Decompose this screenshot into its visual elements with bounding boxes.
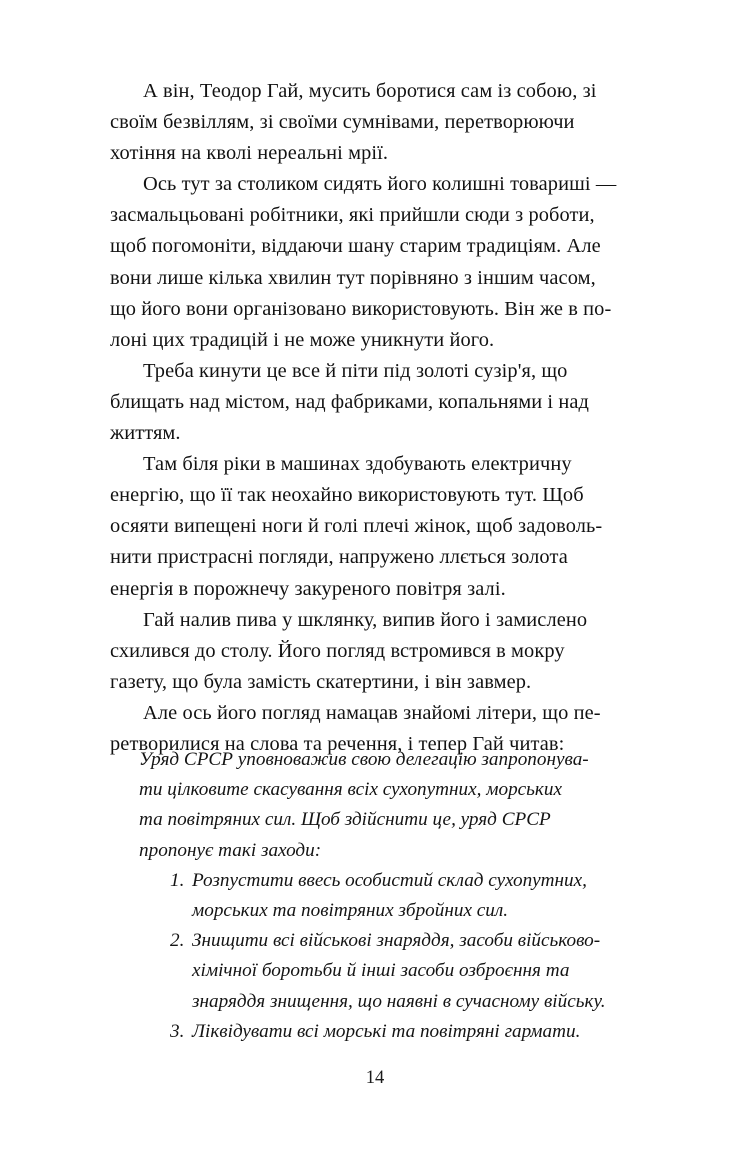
list-item-number: 2. xyxy=(170,930,185,952)
text-line: Але ось його погляд намацав знайомі літери, що пе- xyxy=(143,701,601,724)
text-line: що його вони організовано використовують. Він же в по- xyxy=(110,297,612,320)
quote-intro xyxy=(139,745,636,866)
quote-line: Уряд СРСР уповноважив свою делегацію запропонува- xyxy=(139,749,589,770)
text-line: Гай налив пива у шклянку, випив його і замислено xyxy=(143,608,588,631)
text-line: хотіння на кволі нереальні мрії. xyxy=(110,142,389,165)
text-line: газету, що була замість скатертини, і він завмер. xyxy=(110,670,532,693)
text-line: Там біля ріки в машинах здобувають електричну xyxy=(143,453,572,476)
text-line: своїм безвіллям, зі своїми сумнівами, перетворюючи xyxy=(110,111,575,134)
list-item-line: Ліквідувати всі морські та повітряні гармати. xyxy=(192,1020,581,1042)
paragraph-1 xyxy=(110,76,646,169)
list-item xyxy=(139,1017,636,1047)
body-text-column xyxy=(110,76,646,760)
text-line: осяяти випещені ноги й голі плечі жінок, щоб задоволь- xyxy=(110,515,603,538)
proposal-list xyxy=(139,866,636,1047)
text-line: енергію, що її так неохайно використовують тут. Щоб xyxy=(110,484,584,507)
list-item-number: 1. xyxy=(170,869,185,891)
text-line: ретворилися на слова та речення, і тепер Гай читав: xyxy=(110,732,565,755)
quote-line: ти цілковите скасування всіх сухопутних, морських xyxy=(139,779,562,801)
quote-line: та повітряних сил. Щоб здійснити це, уряд СРСР xyxy=(139,809,551,831)
paragraph-4 xyxy=(110,449,646,604)
paragraph-3 xyxy=(110,356,646,449)
list-item-line: морських та повітряних збройних сил. xyxy=(192,900,509,922)
list-item xyxy=(139,926,636,1017)
text-line: Ось тут за столиком сидять його колишні товариші — xyxy=(143,173,617,196)
text-line: А він, Теодор Гай, мусить боротися сам із собою, зі xyxy=(143,80,597,102)
list-item-line: хімічної боротьби й інші засоби озброєння та xyxy=(192,960,570,982)
text-line: нити пристрасні погляди, напружено ллється золота xyxy=(110,546,568,569)
text-line: лоні цих традицій і не може уникнути його. xyxy=(110,328,495,351)
list-item xyxy=(139,866,636,926)
list-item-line: Знищити всі військові знаряддя, засоби військово- xyxy=(192,930,601,952)
text-line: блищать над містом, над фабриками, копальнями і над xyxy=(110,390,590,413)
text-line: Треба кинути це все й піти під золоті сузір'я, що xyxy=(143,359,568,382)
quote-line: пропонує такі заходи: xyxy=(139,839,322,861)
quoted-declaration xyxy=(139,745,636,1047)
page-number: 14 xyxy=(365,1068,385,1088)
text-line: засмальцьовані робітники, які прийшли сюди з роботи, xyxy=(110,204,595,227)
paragraph-5 xyxy=(110,605,646,698)
text-line: енергія в порожнечу закуреного повітря залі. xyxy=(110,577,506,600)
text-line: схилився до столу. Його погляд встромився в мокру xyxy=(110,639,565,662)
text-line: життям. xyxy=(110,422,181,445)
list-item-line: знаряддя знищення, що наявні в сучасному війську. xyxy=(192,990,606,1012)
list-item-number: 3. xyxy=(170,1020,185,1042)
text-line: щоб погомоніти, віддаючи шану старим традиціям. Але xyxy=(110,235,601,258)
list-item-line: Розпустити ввесь особистий склад сухопутних, xyxy=(192,869,587,891)
paragraph-2 xyxy=(110,169,646,356)
text-line: вони лише кілька хвилин тут порівняно з іншим часом, xyxy=(110,266,596,289)
